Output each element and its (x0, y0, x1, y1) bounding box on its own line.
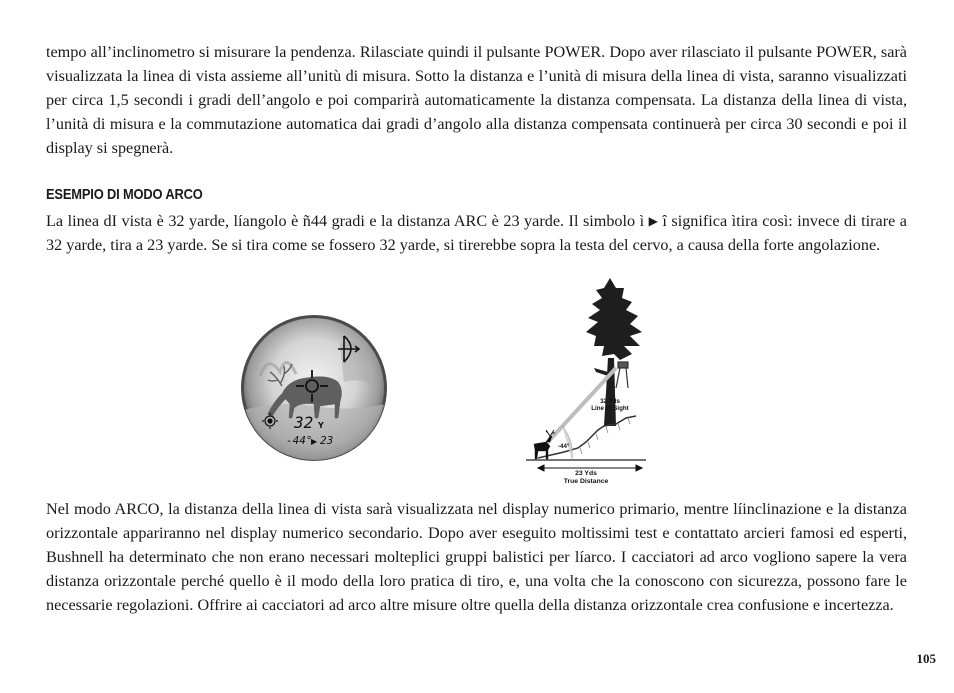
tree-stand-figure (616, 362, 628, 388)
arc-arrow-icon: ▶ (311, 437, 318, 446)
true-distance-caption-label: True Distance (563, 478, 609, 485)
rangefinder-scope-view (240, 314, 388, 462)
arrow-symbol-icon: ▶ (648, 214, 658, 228)
los-caption-label: Line of Sight (591, 405, 629, 412)
angle-diagram (524, 276, 648, 488)
true-distance-value-label: 23 Yds (575, 470, 597, 477)
section-heading: ESEMPIO DI MODO ARCO (46, 186, 203, 203)
example-paragraph (46, 209, 907, 257)
example-text-end: î significa ìtira così: invece di tirare a 32 yarde, tira a 23 yarde. Se si tira come se fossero 32 yarde, si tirerebbe sopra la testa del cervo, a causa della forte angolazione. (46, 212, 907, 254)
angle-label: -44° (558, 443, 570, 450)
angle-readout: -44° (286, 434, 313, 447)
los-value-label: 32 Yds (600, 398, 620, 405)
page-number: 105 (916, 651, 936, 666)
primary-unit-readout: Y (318, 421, 324, 430)
example-text-start: La linea dI vista è 32 yarde, líangolo è ñ44 gradi e la distanza ARC è 23 yarde. Il simbolo ì (46, 212, 649, 230)
primary-distance-readout: 32 (294, 413, 314, 432)
compensated-distance-readout: 23 (320, 434, 334, 447)
arc-mode-paragraph: Nel modo ARCO, la distanza della linea di vista sarà visualizzata nel display numerico primario, mentre líinclinazione e la distanza orizzontale appariranno nel display numerico secondario. Dopo aver eseguito moltissimi test e contattato arcieri famosi ed esperti, Bushnell ha determinato che non erano necessari molteplici gruppi balistici per líarco. I cacciatori ad arco vogliono sapere la vera distanza orizzontale perché quello è il modo della loro pratica di tiro, e, una volta che la conoscono con sicurezza, possono fare le necessarie regolazioni. Offrire ai cacciatori ad arco altre misure oltre quella della distanza orizzontale crea confusione e incertezza. (46, 500, 907, 614)
intro-paragraph: tempo all’inclinometro si misurare la pendenza. Rilasciate quindi il pulsante POWER. Dopo aver rilasciato il pulsante POWER, sarà visualizzata la linea di vista assieme all’unitù di misura. Sotto la distanza e l’unità di misura della linea di vista, saranno visualizzati per circa 1,5 secondi i gradi dell’angolo e poi comparirà automaticamente la distanza compensata. La distanza della linea di vista, l’unità di misura e la commutazione automatica dai gradi d’angolo alla distanza compensata continuerà per circa 30 secondi e poi il display si spegnerà. (46, 43, 907, 157)
